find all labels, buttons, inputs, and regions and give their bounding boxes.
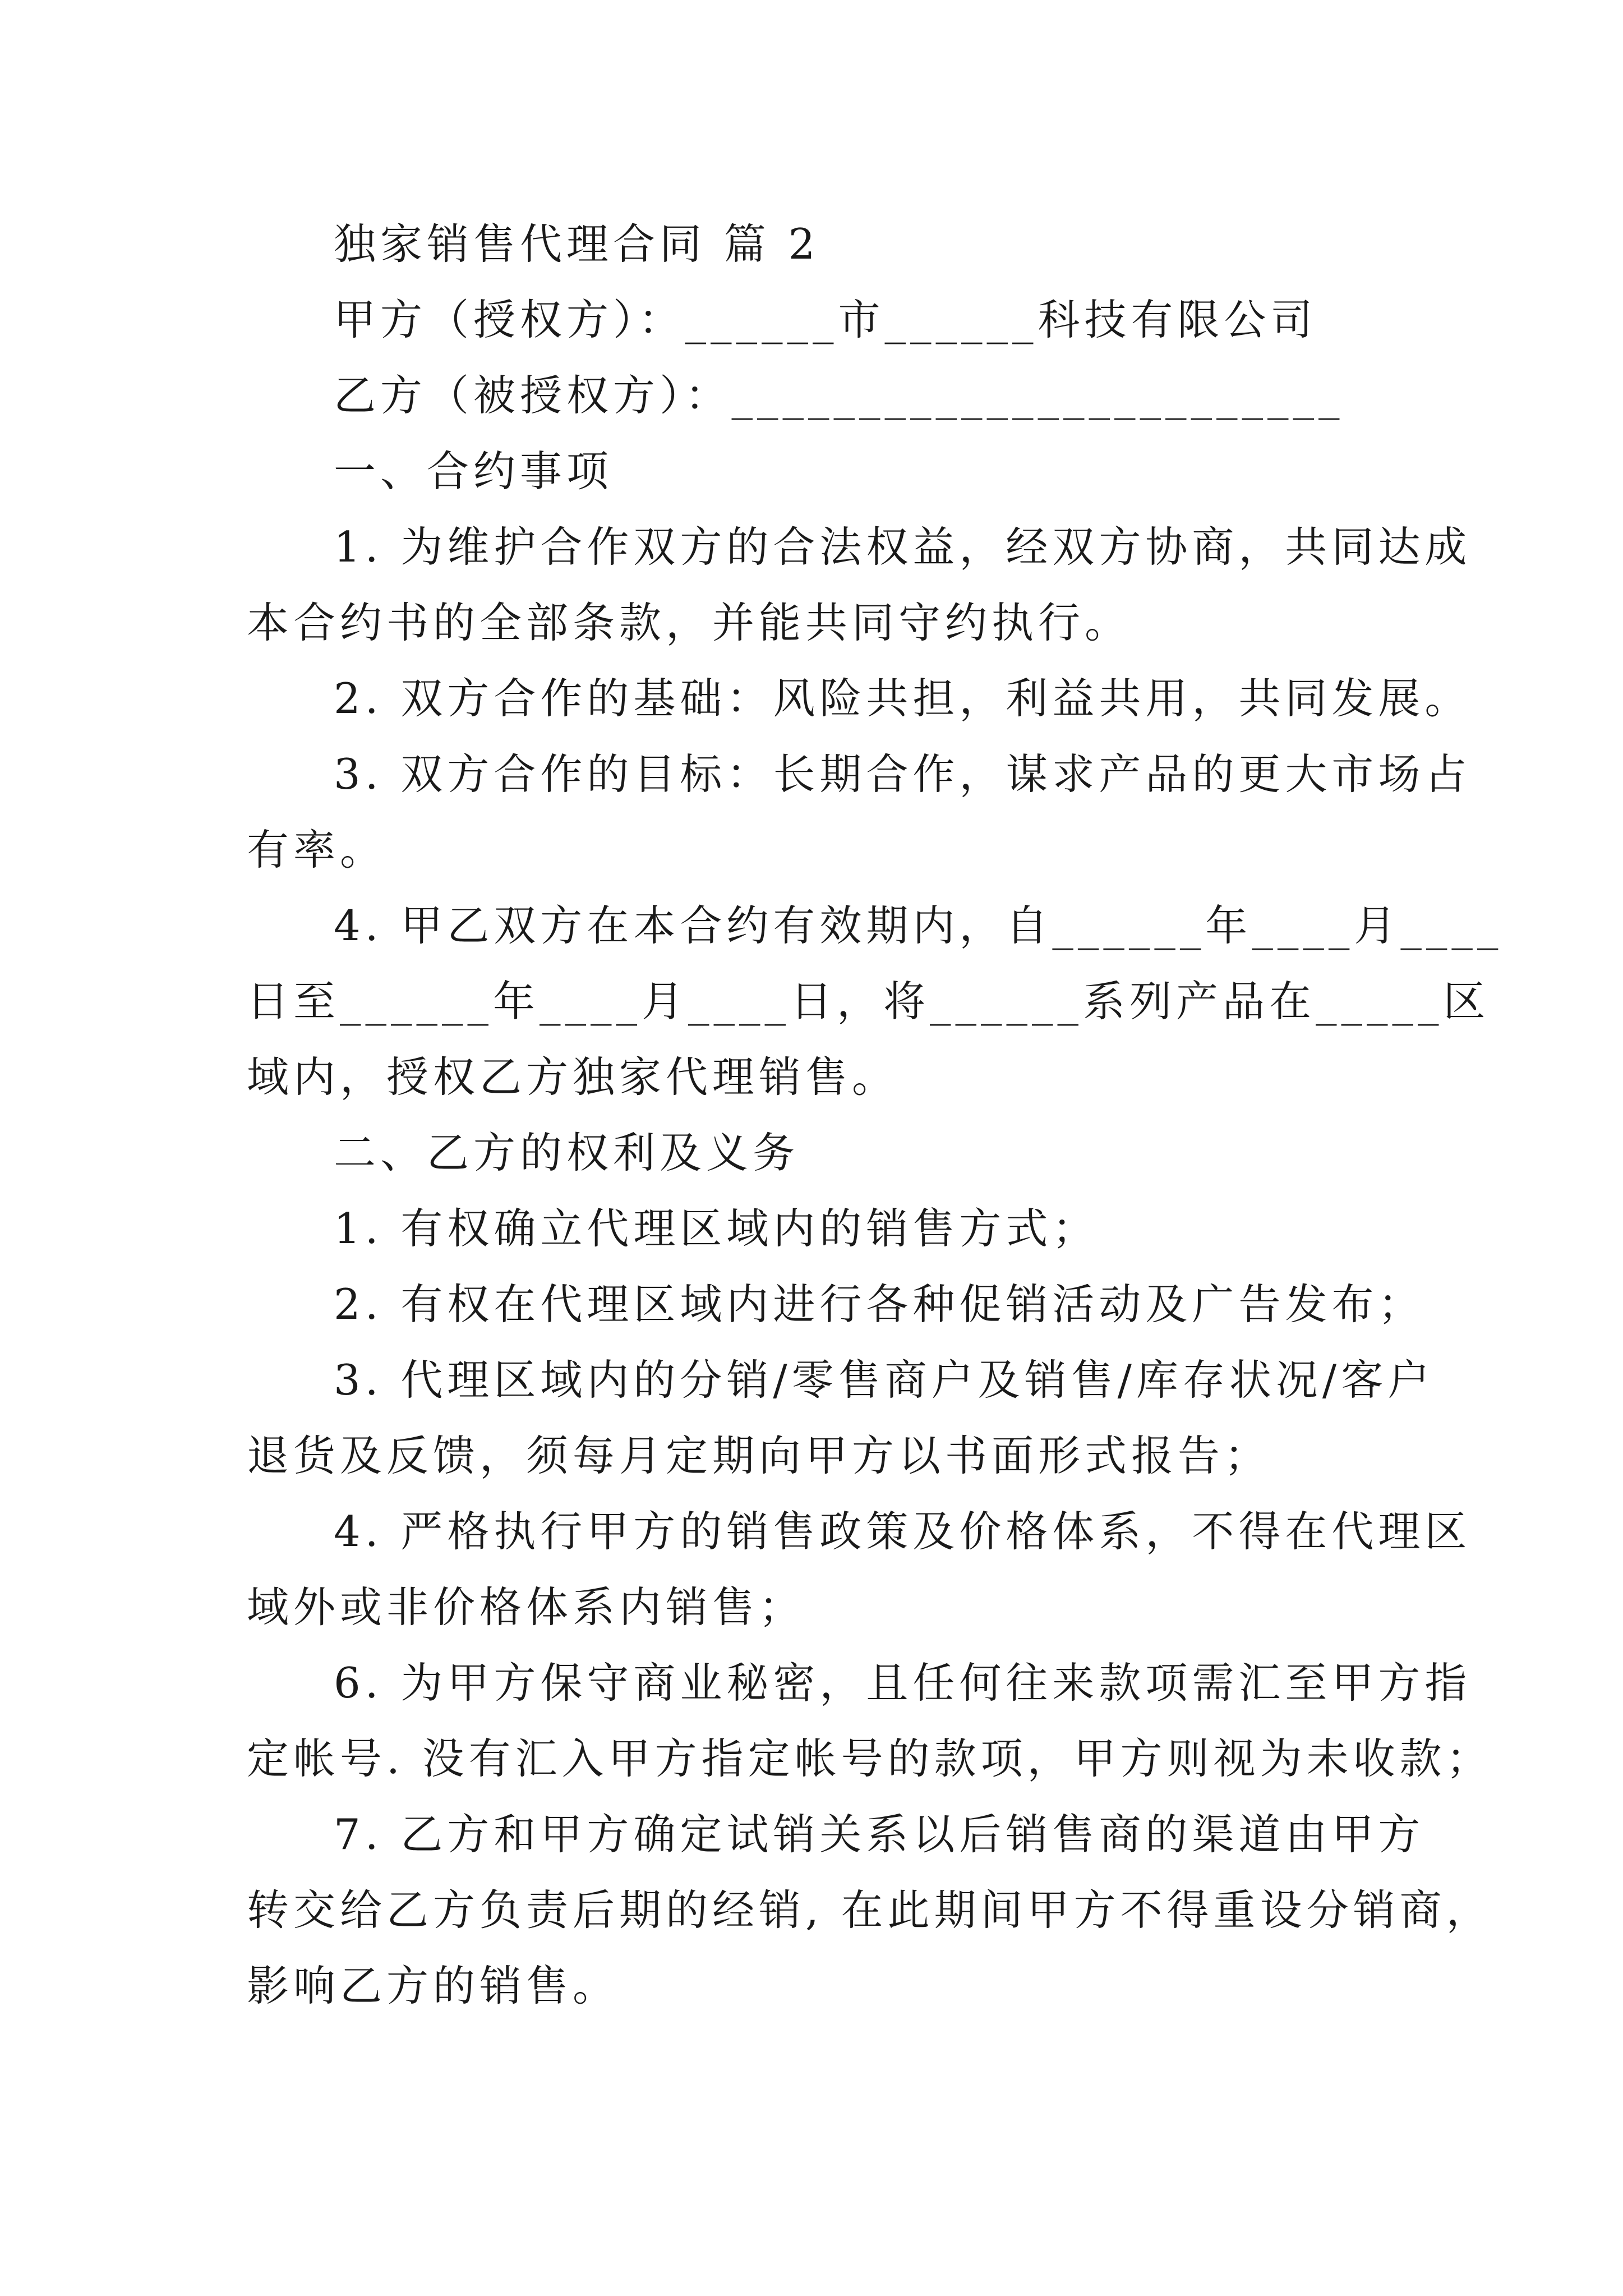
section-heading-1: 一、合约事项 bbox=[334, 447, 614, 496]
paragraph-line: 3. 代理区域内的分销/零售商户及销售/库存状况/客户 bbox=[334, 1355, 1435, 1405]
paragraph-line: 有率。 bbox=[247, 825, 387, 875]
paragraph-line: 本合约书的全部条款，并能共同守约执行。 bbox=[247, 598, 1132, 647]
party-a-line: 甲方（授权方）：______市______科技有限公司 bbox=[334, 295, 1317, 344]
paragraph-line: 域外或非价格体系内销售； bbox=[247, 1582, 806, 1632]
paragraph-line: 退货及反馈，须每月定期向甲方以书面形式报告； bbox=[247, 1431, 1271, 1480]
paragraph-line: 4. 甲乙双方在本合约有效期内，自______年____月____ bbox=[334, 901, 1503, 950]
paragraph-line: 1. 为维护合作双方的合法权益，经双方协商，共同达成 bbox=[334, 522, 1472, 572]
paragraph-line: 定帐号. 没有汇入甲方指定帐号的款项，甲方则视为未收款； bbox=[247, 1734, 1493, 1783]
party-b-line: 乙方（被授权方）：________________________ bbox=[334, 371, 1344, 420]
paragraph-line: 4. 严格执行甲方的销售政策及价格体系，不得在代理区 bbox=[334, 1507, 1472, 1556]
paragraph-line: 2. 双方合作的基础：风险共担，利益共用，共同发展。 bbox=[334, 674, 1472, 723]
section-heading-2: 二、乙方的权利及义务 bbox=[334, 1128, 800, 1177]
paragraph-line: 2. 有权在代理区域内进行各种促销活动及广告发布； bbox=[334, 1280, 1425, 1329]
paragraph-line: 6. 为甲方保守商业秘密，且任何往来款项需汇至甲方指 bbox=[334, 1658, 1472, 1708]
paragraph-line: 1. 有权确立代理区域内的销售方式； bbox=[334, 1204, 1099, 1253]
document-title: 独家销售代理合同 篇 2 bbox=[334, 219, 820, 269]
paragraph-line: 日至______年____月____日，将______系列产品在_____区 bbox=[247, 977, 1490, 1026]
paragraph-line: 域内，授权乙方独家代理销售。 bbox=[247, 1052, 899, 1102]
paragraph-line: 3. 双方合作的目标：长期合作，谋求产品的更大市场占 bbox=[334, 749, 1472, 799]
paragraph-line: 影响乙方的销售。 bbox=[247, 1961, 620, 2010]
paragraph-line: 转交给乙方负责后期的经销, 在此期间甲方不得重设分销商， bbox=[247, 1885, 1493, 1935]
paragraph-line: 7. 乙方和甲方确定试销关系以后销售商的渠道由甲方 bbox=[334, 1810, 1425, 1859]
